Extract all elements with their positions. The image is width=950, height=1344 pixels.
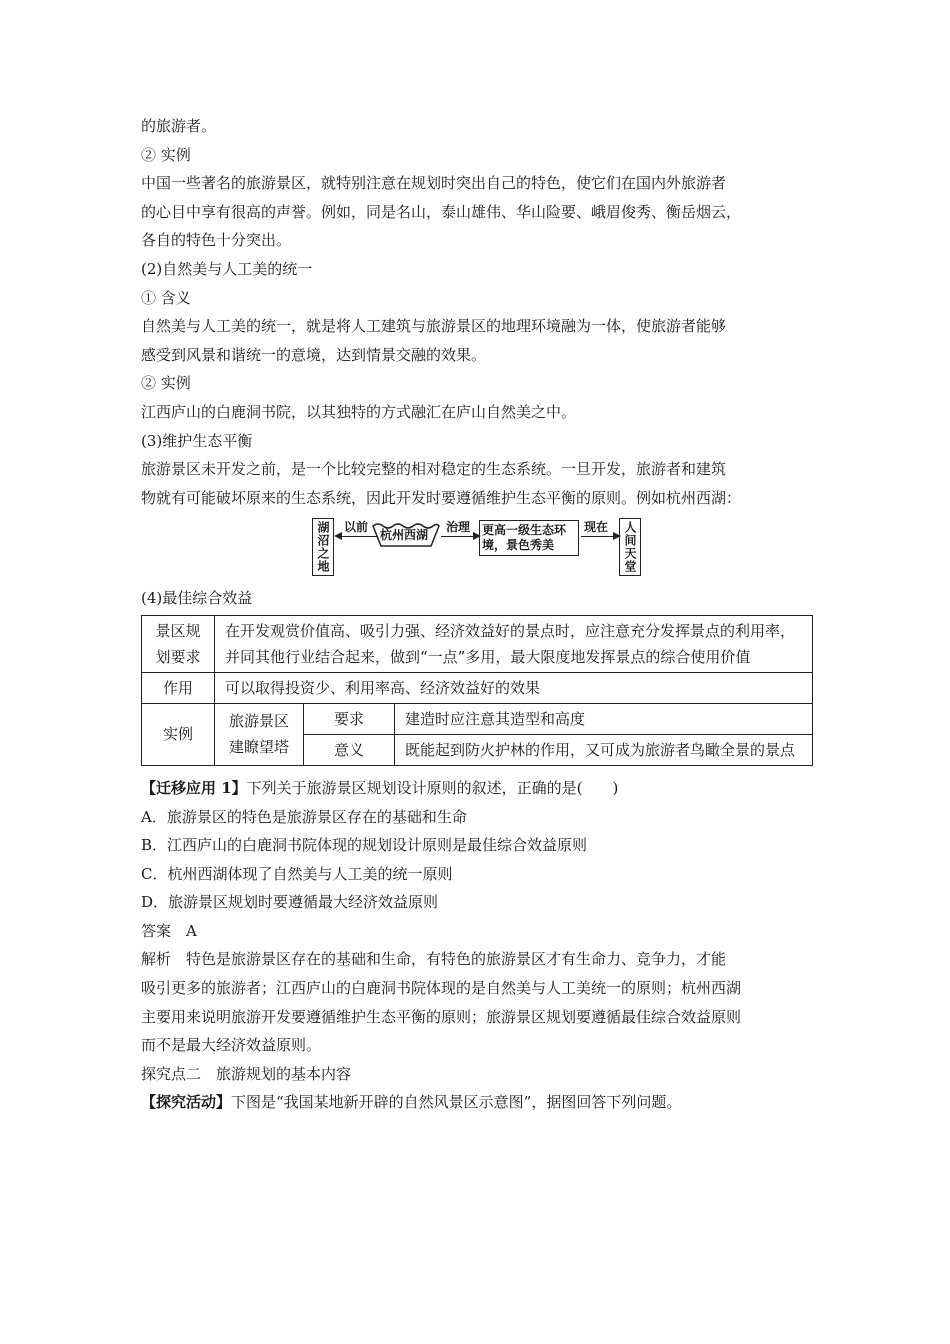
analysis-line: 而不是最大经济效益原则。: [141, 1036, 322, 1055]
text-line: 感受到风景和谐统一的意境，达到情景交融的效果。: [141, 345, 487, 364]
analysis-line: 吸引更多的旅游者；江西庐山的白鹿洞书院体现的是自然美与人工美统一的原则；杭州西湖: [141, 979, 742, 998]
diagram-label-now: 现在: [584, 520, 609, 535]
arrow-line: [441, 536, 477, 537]
section-heading: (3)维护生态平衡: [141, 431, 253, 450]
table-row: [142, 703, 813, 734]
text-line: 自然美与人工美的统一，就是将人工建筑与旅游景区的地理环境融为一体，使旅游者能够: [141, 317, 727, 336]
table-cell-label: 意义: [304, 734, 395, 765]
option-d: D．旅游景区规划时要遵循最大经济效益原则: [141, 893, 439, 912]
diagram-label-treatment: 治理: [446, 520, 471, 535]
analysis-line: 解析 特色是旅游景区存在的基础和生命，有特色的旅游景区才有生命力、竞争力，才能: [141, 950, 727, 969]
section-heading: (2)自然美与人工美的统一: [141, 259, 313, 278]
question-text: 下列关于旅游景区规划设计原则的叙述，正确的是( ): [246, 778, 619, 797]
text-line: 江西庐山的白鹿洞书院，以其独特的方式融汇在庐山自然美之中。: [141, 402, 577, 421]
table-cell: 可以取得投资少、利用率高、经济效益好的效果: [215, 672, 813, 703]
table-row: [142, 615, 813, 672]
question-stem: [141, 774, 821, 803]
table-cell-label: 要求: [304, 703, 395, 734]
subheading: ② 实例: [141, 374, 191, 393]
diagram-box-paradise: 人间天堂: [619, 518, 641, 576]
activity-tag: 【探究活动】: [141, 1093, 232, 1112]
table-cell-head: 作用: [142, 672, 215, 703]
subheading: ① 含义: [141, 288, 191, 307]
analysis-line: 主要用来说明旅游开发要遵循维护生态平衡的原则；旅游景区规划要遵循最佳综合效益原则: [141, 1007, 742, 1026]
option-a: A．旅游景区的特色是旅游景区存在的基础和生命: [141, 807, 467, 826]
table-cell-head: 景区规划要求: [142, 615, 215, 672]
text-line: 的旅游者。: [141, 117, 217, 135]
diagram-label-before: 以前: [344, 520, 369, 535]
table-cell: 既能起到防火护林的作用，又可成为旅游者鸟瞰全景的景点: [395, 734, 813, 765]
table-cell: 在开发观赏价值高、吸引力强、经济效益好的景点时，应注意充分发挥景点的利用率，并同其他行业结合起来，做到“一点”多用，最大限度地发挥景点的综合使用价值: [215, 615, 813, 672]
subheading: ② 实例: [141, 145, 191, 164]
arrow-head-left: [334, 532, 342, 540]
benefit-table: [141, 615, 813, 766]
activity-line: [141, 1088, 821, 1117]
option-b: B．江西庐山的白鹿洞书院体现的规划设计原则是最佳综合效益原则: [141, 836, 588, 855]
text-line: 中国一些著名的旅游景区，就特别注意在规划时突出自己的特色，使它们在国内外旅游者: [141, 174, 727, 193]
west-lake-flow-diagram: [141, 512, 821, 584]
diagram-box-west-lake: 杭州西湖: [380, 528, 429, 543]
diagram-box-lakes: 湖沼之地: [312, 518, 334, 576]
diagram-box-ecology: 更高一级生态环境，景色秀美: [479, 520, 579, 556]
answer-line: 答案 A: [141, 921, 197, 940]
text-line: 的心目中享有很高的声誉。例如，同是名山，泰山雄伟、华山险要、峨眉俊秀、衡岳烟云，: [141, 202, 742, 221]
section-title: 探究点二 旅游规划的基本内容: [141, 1064, 352, 1083]
text-line: 旅游景区未开发之前，是一个比较完整的相对稳定的生态系统。一旦开发，旅游者和建筑: [141, 460, 727, 479]
text-line: 物就有可能破坏原来的生态系统，因此开发时要遵循维护生态平衡的原则。例如杭州西湖：: [141, 488, 742, 507]
table-row: [142, 672, 813, 703]
text-line: 各自的特色十分突出。: [141, 231, 292, 250]
arrow-line: [581, 536, 617, 537]
table-cell: 建造时应注意其造型和高度: [395, 703, 813, 734]
option-c: C．杭州西湖体现了自然美与人工美的统一原则: [141, 864, 453, 883]
question-tag: 【迁移应用 1】: [141, 778, 247, 797]
section-heading: (4)最佳综合效益: [141, 589, 253, 608]
table-cell: 旅游景区建瞭望塔: [215, 703, 304, 765]
table-cell-head: 实例: [142, 703, 215, 765]
document-page: [141, 112, 821, 1117]
activity-text: 下图是“我国某地新开辟的自然风景区示意图”，据图回答下列问题。: [231, 1093, 682, 1112]
